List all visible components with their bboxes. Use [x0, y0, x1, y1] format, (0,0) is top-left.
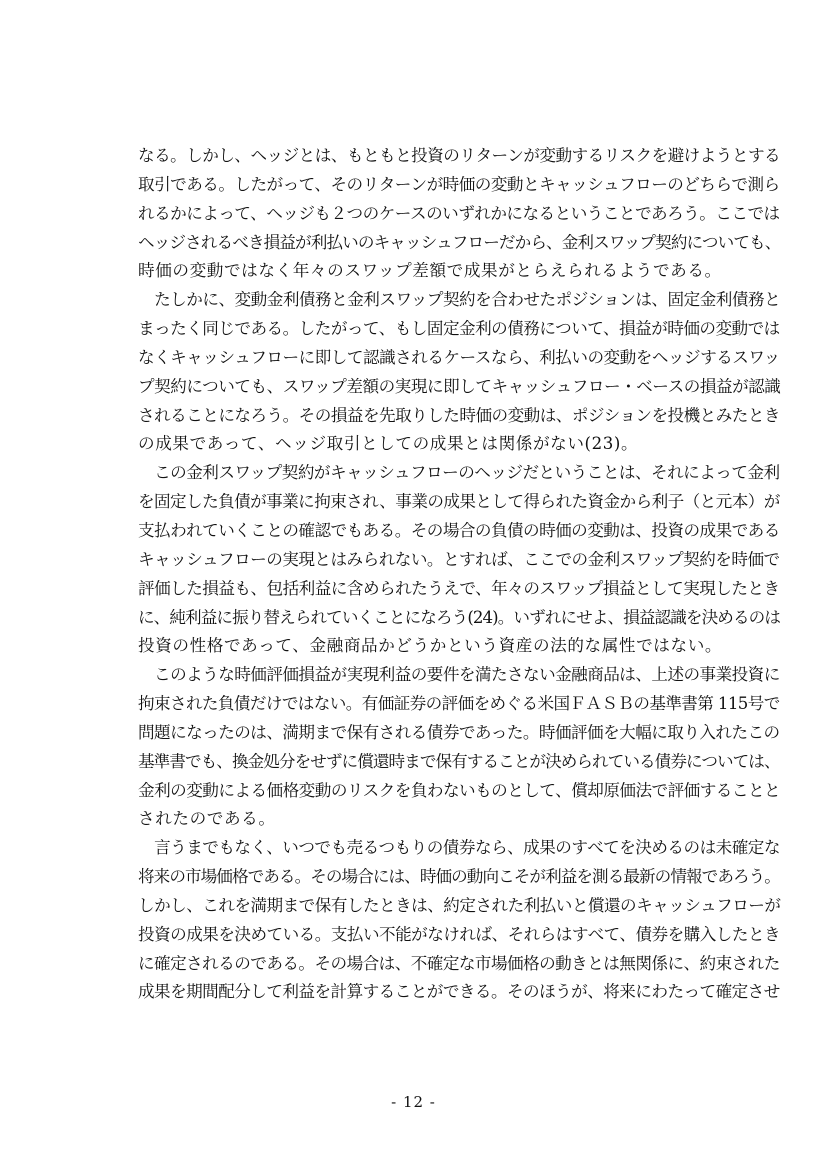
text-line: されたのである。: [138, 809, 276, 829]
text-line: 時価の変動ではなく年々のスワップ差額で成果がとらえられるようである。: [138, 261, 722, 281]
text-line: の成果であって、ヘッジ取引としての成果とは関係がない(23)。: [138, 434, 639, 454]
text-line: まったく同じである。したがって、もし固定金利の債務について、損益が時価の変動では: [138, 319, 780, 339]
text-line: キャッシュフローの実現とはみられない。とすれば、ここでの金利スワップ契約を時価で: [138, 549, 780, 569]
text-line: に確定されるのである。その場合は、不確定な市場価格の動きとは無関係に、約束された: [138, 953, 780, 973]
text-line: 基準書でも、換金処分をせずに償還時まで保有することが決められている債券については、: [138, 751, 780, 771]
body-text: [138, 142, 780, 1007]
text-line: このような時価評価損益が実現利益の要件を満たさない金融商品は、上述の事業投資に: [138, 665, 780, 685]
page-number: - 12 -: [391, 1093, 436, 1111]
text-line: 問題になったのは、満期まで保有される債券であった。時価評価を大幅に取り入れたこの: [138, 722, 780, 742]
text-line: れるかによって、ヘッジも２つのケースのいずれかになるということであろう。ここでは: [138, 203, 780, 223]
text-line: 拘束された負債だけではない。有価証券の評価をめぐる米国ＦＡＳＢの基準書第 115号で: [138, 694, 780, 714]
text-line: ヘッジされるべき損益が利払いのキャッシュフローだから、金利スワップ契約についても、: [138, 232, 781, 252]
text-line: 金利の変動による価格変動のリスクを負わないものとして、償却原価法で評価することと: [138, 780, 781, 800]
text-line: 投資の成果を決めている。支払い不能がなければ、それらはすべて、債券を購入したとき: [138, 924, 781, 944]
text-line: 言うまでもなく、いつでも売るつもりの債券なら、成果のすべてを決めるのは未確定な: [138, 838, 780, 858]
text-line: プ契約についても、スワップ差額の実現に即してキャッシュフロー・ベースの損益が認識: [138, 376, 781, 396]
text-line: なくキャッシュフローに即して認識されるケースなら、利払いの変動をヘッジするスワッ: [138, 347, 780, 367]
text-line: この金利スワップ契約がキャッシュフローのヘッジだということは、それによって金利: [138, 463, 780, 483]
text-line: されることになろう。その損益を先取りした時価の変動は、ポジションを投機とみたとき: [138, 405, 781, 425]
text-line: を固定した負債が事業に拘束され、事業の成果として得られた資金から利子（と元本）が: [138, 492, 780, 512]
text-line: 評価した損益も、包括利益に含められたうえで、年々のスワップ損益として実現したとき: [138, 578, 780, 598]
text-line: なる。しかし、ヘッジとは、もともと投資のリターンが変動するリスクを避けようとする: [138, 146, 781, 165]
text-line: に、純利益に振り替えられていくことになろう(24)。いずれにせよ、損益認識を決めるのは: [138, 607, 781, 627]
text-line: 取引である。したがって、そのリターンが時価の変動とキャッシュフローのどちらで測ら: [138, 174, 780, 194]
text-line: たしかに、変動金利債務と金利スワップ契約を合わせたポジションは、固定金利債務と: [138, 290, 781, 310]
text-line: 投資の性格であって、金融商品かどうかという資産の法的な属性ではない。: [138, 636, 723, 656]
text-line: 成果を期間配分して利益を計算することができる。そのほうが、将来にわたって確定させ: [138, 982, 780, 1002]
text-line: 将来の市場価格である。その場合には、時価の動向こそが利益を測る最新の情報であろう。: [138, 867, 780, 887]
text-line: 支払われていくことの確認でもある。その場合の負債の時価の変動は、投資の成果である: [138, 520, 780, 540]
text-line: しかし、これを満期まで保有したときは、約定された利払いと償還のキャッシュフローが: [138, 895, 781, 915]
